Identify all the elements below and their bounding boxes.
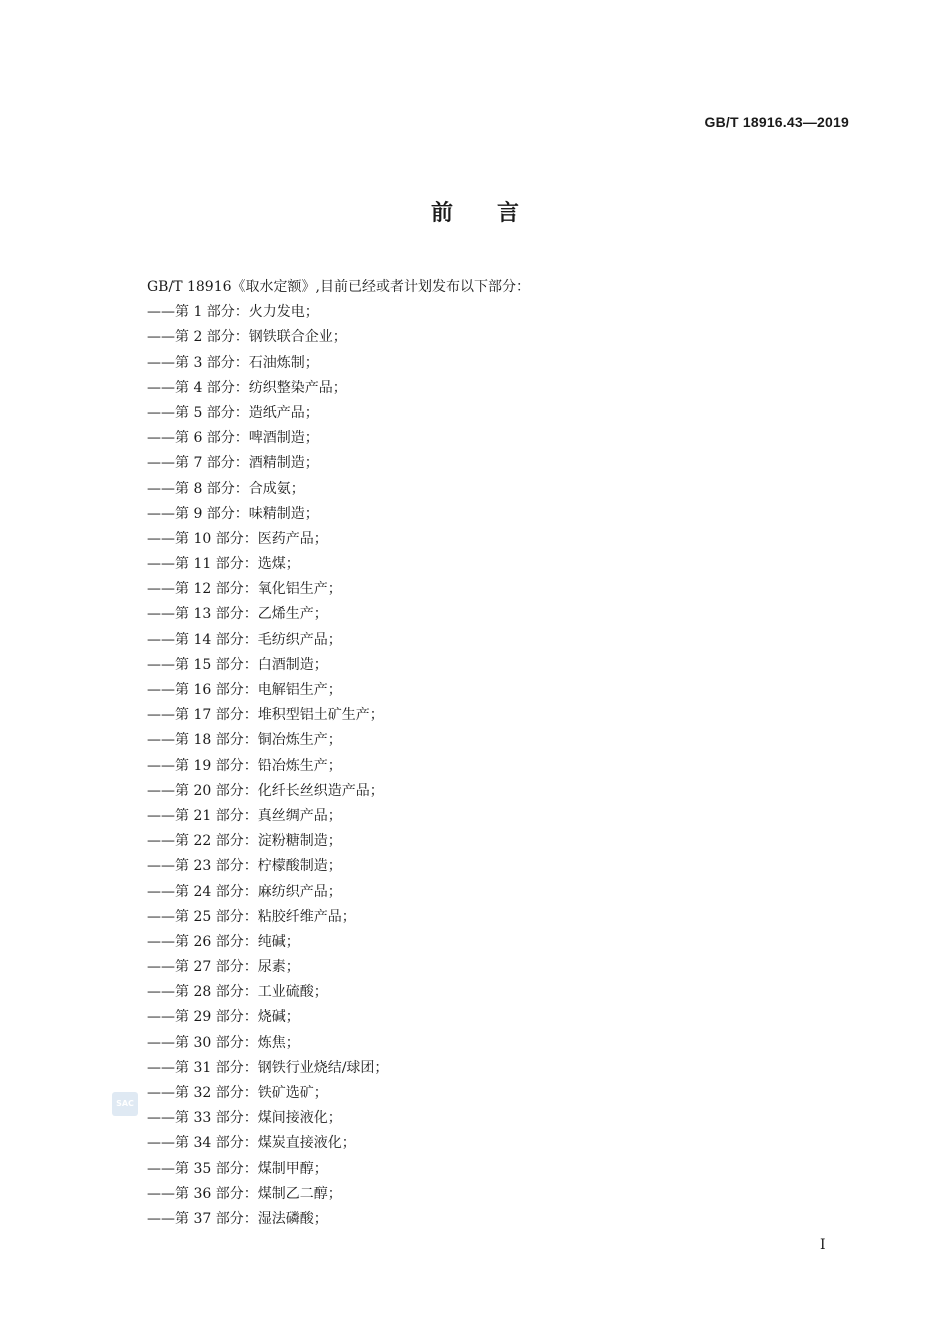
list-item: ——第 34 部分：煤炭直接液化； <box>147 1135 356 1152</box>
list-item: ——第 19 部分：铅冶炼生产； <box>147 757 342 774</box>
list-item: ——第 17 部分：堆积型铝土矿生产； <box>147 707 384 724</box>
list-item: ——第 1 部分：火力发电； <box>147 304 319 321</box>
list-item: ——第 30 部分：炼焦； <box>147 1034 300 1051</box>
list-item: ——第 26 部分：纯碱； <box>147 933 300 950</box>
list-item: ——第 33 部分：煤间接液化； <box>147 1110 342 1127</box>
sac-watermark-logo: SAC <box>112 1092 138 1116</box>
document-body <box>147 275 847 1232</box>
list-item: ——第 7 部分：酒精制造； <box>147 455 319 472</box>
intro-paragraph: GB/T 18916《取水定额》,目前已经或者计划发布以下部分： <box>147 279 530 295</box>
list-item: ——第 9 部分：味精制造； <box>147 505 319 522</box>
list-item: ——第 16 部分：电解铝生产； <box>147 682 342 698</box>
list-item: ——第 35 部分：煤制甲醇； <box>147 1160 328 1177</box>
list-item: ——第 32 部分：铁矿选矿； <box>147 1085 328 1101</box>
standard-code: GB/T 18916.43—2019 <box>704 114 849 130</box>
list-item: ——第 21 部分：真丝绸产品； <box>147 807 342 824</box>
list-item: ——第 12 部分：氧化铝生产； <box>147 581 342 598</box>
list-item: ——第 36 部分：煤制乙二醇； <box>147 1185 342 1202</box>
list-item: ——第 2 部分：钢铁联合企业； <box>147 329 347 346</box>
list-item: ——第 25 部分：粘胶纤维产品； <box>147 908 356 925</box>
list-item: ——第 15 部分：白酒制造； <box>147 656 328 673</box>
list-item: ——第 6 部分：啤酒制造； <box>147 430 319 447</box>
list-item: ——第 29 部分：烧碱； <box>147 1009 300 1026</box>
list-item: ——第 20 部分：化纤长丝织造产品； <box>147 782 384 799</box>
list-item: ——第 8 部分：合成氨； <box>147 480 305 497</box>
list-item: ——第 3 部分：石油炼制； <box>147 354 319 371</box>
list-item: ——第 14 部分：毛纺织产品； <box>147 631 342 648</box>
list-item: ——第 13 部分：乙烯生产； <box>147 606 328 623</box>
list-item: ——第 22 部分：淀粉糖制造； <box>147 833 342 850</box>
list-item: ——第 24 部分：麻纺织产品； <box>147 883 342 900</box>
page-title: 前言 <box>430 201 563 226</box>
list-item: ——第 23 部分：柠檬酸制造； <box>147 858 342 875</box>
page-number: I <box>820 1237 826 1253</box>
list-item: ——第 27 部分：尿素； <box>147 959 300 976</box>
list-item: ——第 5 部分：造纸产品； <box>147 404 319 421</box>
list-item: ——第 37 部分：湿法磷酸； <box>147 1210 328 1227</box>
parts-list <box>147 300 847 1232</box>
list-item: ——第 28 部分：工业硫酸； <box>147 984 328 1001</box>
list-item: ——第 11 部分：选煤； <box>147 556 300 573</box>
list-item: ——第 18 部分：铜冶炼生产； <box>147 732 342 749</box>
list-item: ——第 10 部分：医药产品； <box>147 530 328 547</box>
list-item: ——第 4 部分：纺织整染产品； <box>147 379 347 396</box>
list-item: ——第 31 部分：钢铁行业烧结/球团； <box>147 1059 389 1076</box>
